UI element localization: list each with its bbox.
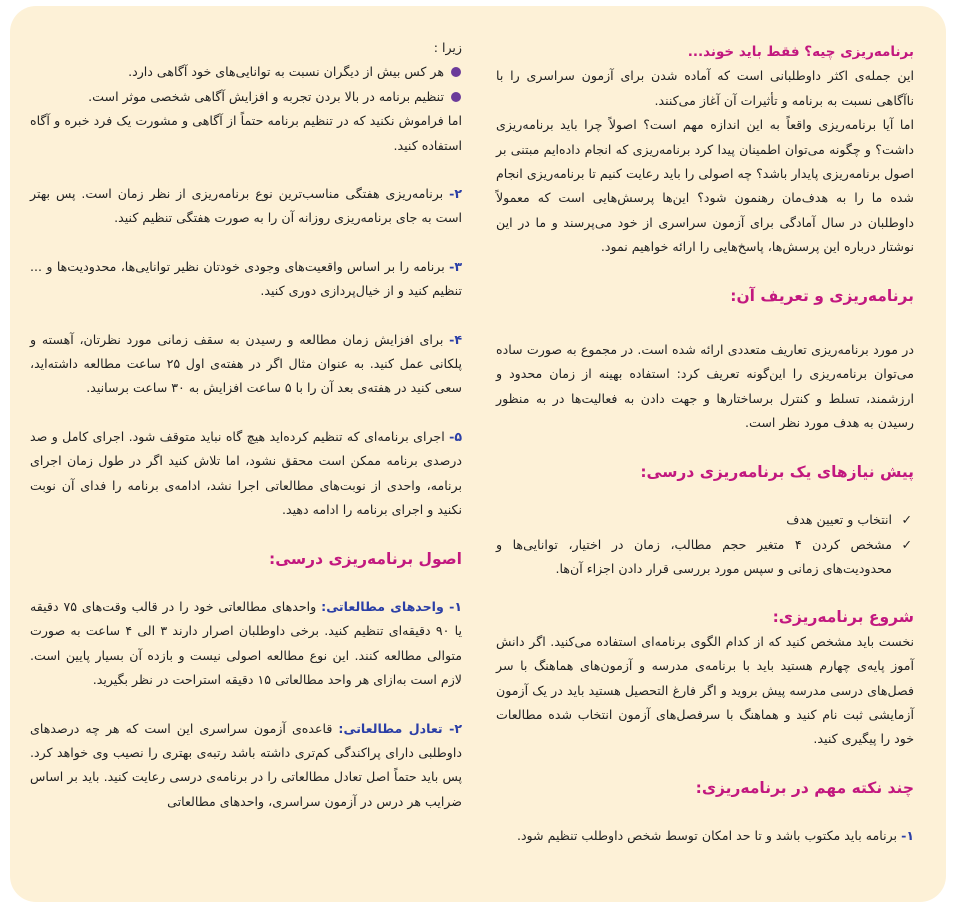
point-5-text: اجرای برنامه‌ای که تنظیم کرده‌اید هیچ گاه نباید متوقف شود. اجرای کامل و صد درصدی برنامه ممکن است محقق نشود، اما تلاش کنید اگر در طول زمان اجرای برنامه، واحدی از نوبت‌های مطالعاتی اجرا نشد، ادامه‌ی برنامه را فدای آن نوبت نکنید و اجرای برنامه را ادامه دهید. <box>30 428 462 518</box>
principle-1-number: ۱- <box>449 598 462 614</box>
because-label: زیرا : <box>433 40 462 55</box>
point-4-number: ۴- <box>449 331 462 347</box>
point-2-number: ۲- <box>449 186 462 202</box>
prerequisite-item-2 <box>496 533 914 582</box>
heading-intro: برنامه‌ریزی چیه؟ فقط باید خوند... <box>687 44 914 60</box>
point-3-number: ۳- <box>449 258 462 274</box>
principle-1-title: واحدهای مطالعاتی: <box>321 598 450 614</box>
principle-2 <box>30 717 462 815</box>
principle-1-text: واحدهای مطالعاتی خود را در قالب وقت‌های ۷۵ دقیقه یا ۹۰ دقیقه‌ای تنظیم کنید. برخی داوطلبان اصرار دارند ۳ الی ۴ ساعت به صورت متوالی مطالعه کنند. این نوع مطالعه اصولی نیست و بازده آن بسیار پایین است. لازم است به‌ازای هر واحد مطالعاتی ۱۵ دقیقه استراحت در نظر بگیرید. <box>30 598 462 688</box>
point-4 <box>30 328 462 401</box>
point-2 <box>30 182 462 231</box>
definition-paragraph: در مورد برنامه‌ریزی تعاریف متعددی ارائه شده است. در مجموع به صورت ساده می‌توان برنامه‌ریزی را این‌گونه تعریف کرد: استفاده بهینه از زمان محدود و ارزشمند، تسلط و کنترل برساختارها و جهت دادن به فعالیت‌ها در به منظور رسیدن به هدف مورد نظر است. <box>496 342 914 431</box>
start-paragraph: نخست باید مشخص کنید که از کدام الگوی برنامه‌ای استفاده می‌کنید. اگر دانش آموز پایه‌ی چهارم هستید باید با برنامه‌ی مدرسه و آزمون‌های هماهنگ با سر فصل‌های درسی مدرسه پیش بروید و اگر فارغ التحصیل هستید باید در یک آزمون آزمایشی ثبت نام کنید و هماهنگ با سرفصل‌های آزمون انتخاب شده مطالعات خود را پیگیری کنید. <box>496 633 914 747</box>
left-column <box>30 36 462 814</box>
point-2-text: برنامه‌ریزی هفتگی مناسب‌ترین نوع برنامه‌ریزی از نظر زمان است. پس بهتر است به جای برنامه‌ریزی روزانه آن را به صورت هفتگی تنظیم کنید. <box>30 186 462 226</box>
check-icon: ✓ <box>901 512 912 528</box>
point-1-number: ۱- <box>901 828 914 844</box>
point-3 <box>30 255 462 304</box>
reason-bullet-2 <box>30 85 462 109</box>
heading-start: شروع برنامه‌ریزی: <box>772 608 914 627</box>
prerequisite-text-2: مشخص کردن ۴ متغیر حجم مطالب، زمان در اختیار، توانایی‌ها و محدودیت‌های زمانی و سپس مورد بررسی قرار دادن اجزاء آن‌ها. <box>496 536 892 576</box>
consult-note: اما فراموش نکنید که در تنظیم برنامه حتماً از آگاهی و مشورت یک فرد خبره و آگاه استفاده کنید. <box>30 113 462 153</box>
intro-paragraph-1: این جمله‌ی اکثر داوطلبانی است که آماده شدن برای آزمون سراسری را با ناآگاهی نسبت به برنامه و تأثیرات آن آغاز می‌کنند. <box>496 68 914 108</box>
reason-text-2: تنظیم برنامه در بالا بردن تجربه و افزایش آگاهی شخصی موثر است. <box>88 88 444 104</box>
intro-paragraph-2: اما آیا برنامه‌ریزی واقعاً به این اندازه مهم است؟ اصولاً چرا باید برنامه‌ریزی داشت؟ و چگونه می‌توان اطمینان پیدا کرد برنامه‌ریزی که انجام داده‌ایم مبتنی بر اصول برنامه‌ریزی پایدار باشد؟ چه اصولی را باید رعایت کنیم تا برنامه‌ریزی انجام شده ما را به هدف‌مان رهنمون شود؟ این‌ها پرسش‌هایی است که معمولاً داوطلبان در سال آمادگی برای آزمون سراسری از خود می‌پرسند و ما در این نوشتار درباره این پرسش‌ها، پاسخ‌هایی را ارائه خواهیم نمود. <box>496 117 914 255</box>
point-5 <box>30 425 462 523</box>
heading-definition: برنامه‌ریزی و تعریف آن: <box>730 286 914 305</box>
point-5-number: ۵- <box>449 428 462 444</box>
principle-2-text: قاعده‌ی آزمون سراسری این است که هر چه درصدهای داوطلبی دارای پراکندگی کم‌تری داشته باشد رتبه‌ی بهتری را نصیب وی خواهد کرد. پس باید حتماً اصل تعادل مطالعاتی را در برنامه‌ی درسی رعایت کنید. باید بر اساس ضرایب هر درس در آزمون سراسری، واحدهای مطالعاتی <box>30 720 462 809</box>
point-4-text: برای افزایش زمان مطالعه و رسیدن به سقف زمانی مورد نظرتان، آهسته و پلکانی عمل کنید. به عنوان مثال اگر در هفته‌ی اول ۲۵ ساعت مطالعه داشته‌اید، سعی کنید در هفته‌ی بعد آن را با ۵ ساعت افزایش به ۳۰ ساعت برسانید. <box>30 331 463 396</box>
reason-bullet-1 <box>30 60 462 84</box>
heading-important-points: چند نکته مهم در برنامه‌ریزی: <box>695 778 914 797</box>
heading-prerequisites: پیش نیازهای یک برنامه‌ریزی درسی: <box>640 462 914 481</box>
point-3-text: برنامه را بر اساس واقعیت‌های وجودی خودتان نظیر توانایی‌ها، محدودیت‌ها و ... تنظیم کنید و از خیال‌پردازی دوری کنید. <box>30 258 462 299</box>
reason-text-1: هر کس بیش از دیگران نسبت به توانایی‌های خود آگاهی دارد. <box>128 64 444 80</box>
right-column <box>496 40 914 849</box>
prerequisite-text-1: انتخاب و تعیین هدف <box>786 512 892 528</box>
check-icon: ✓ <box>901 536 912 552</box>
page-background <box>10 6 946 902</box>
heading-principles: اصول برنامه‌ریزی درسی: <box>269 549 462 568</box>
principle-1 <box>30 595 462 693</box>
principle-2-title: تعادل مطالعاتی: <box>338 720 450 736</box>
point-1-text: برنامه باید مکتوب باشد و تا حد امکان توسط شخص داوطلب تنظیم شود. <box>516 828 902 844</box>
prerequisite-item-1 <box>496 508 914 532</box>
point-1 <box>496 824 914 848</box>
principle-2-number: ۲- <box>449 720 463 736</box>
